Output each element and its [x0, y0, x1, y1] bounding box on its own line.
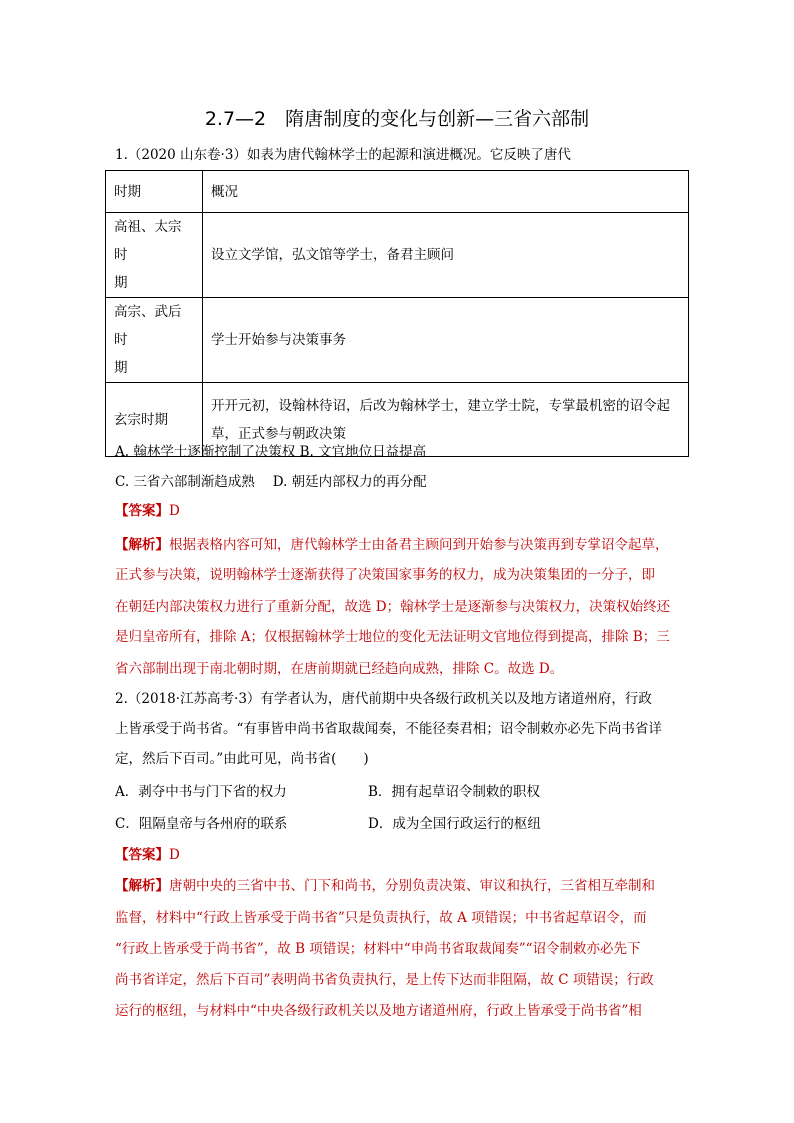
answer-value: D — [169, 503, 180, 519]
q1-analysis-line: 正式参与决策，说明翰林学士逐渐获得了决策国家事务的权力，成为决策集团的一分子，即 — [115, 567, 655, 583]
q2-analysis-line: 运行的枢纽，与材料中“中央各级行政机关以及地方诸道州府，行政上皆承受于尚书省”相 — [115, 1003, 642, 1019]
q1-analysis-line: 【解析】根据表格内容可知，唐代翰林学士由备君主顾问到开始参与决策再到专掌诏令起草， — [115, 537, 669, 553]
table-cell-desc: 开开元初，设翰林待诏，后改为翰林学士，建立学士院，专掌最机密的诏令起 草，正式参与朝政决策 — [203, 383, 689, 457]
table-header-desc: 概况 — [203, 171, 689, 213]
q2-analysis-line: “行政上皆承受于尚书省”，故 B 项错误；材料中“申尚书省取裁闻奏”“诏令制敕亦必先下 — [115, 941, 641, 957]
q2-stem-line: 上皆承受于尚书省。“有事皆申尚书省取裁闻奏，不能径奏君相；诏令制敕亦必先下尚书省详 — [115, 721, 662, 737]
page-title: 2.7—2 隋唐制度的变化与创新—三省六部制 — [204, 108, 590, 130]
analysis-tag: 【解析】 — [115, 537, 169, 553]
q1-options-cd: C. 三省六部制渐趋成熟 D. 朝廷内部权力的再分配 — [115, 474, 427, 490]
table-cell-period: 玄宗时期 — [106, 383, 203, 457]
q2-option-b: B．拥有起草诏令制敕的职权 — [368, 784, 540, 800]
table-cell-desc: 设立文学馆，弘文馆等学士，备君主顾问 — [203, 213, 689, 298]
q1-analysis-line: 省六部制出现于南北朝时期，在唐前期就已经趋向成熟，排除 C。故选 D。 — [115, 661, 564, 677]
table-row — [106, 213, 689, 298]
q2-answer — [115, 846, 180, 864]
q1-table — [105, 170, 689, 457]
q1-answer — [115, 502, 180, 520]
q1-stem: 1.（2020 山东卷·3）如表为唐代翰林学士的起源和演进概况。它反映了唐代 — [115, 147, 571, 163]
table-cell-period: 高宗、武后时 期 — [106, 298, 203, 383]
q1-analysis-line: 在朝廷内部决策权力进行了重新分配，故选 D；翰林学士是逐渐参与决策权力，决策权始终还 — [115, 599, 671, 615]
answer-tag: 【答案】 — [115, 503, 169, 519]
table-header-row — [106, 171, 689, 213]
q2-analysis-line: 【解析】唐朝中央的三省中书、门下和尚书，分别负责决策、审议和执行，三省相互牵制和 — [115, 878, 655, 894]
analysis-tag: 【解析】 — [115, 878, 169, 894]
table-header-period: 时期 — [106, 171, 203, 213]
answer-value: D — [169, 847, 180, 863]
table-row — [106, 298, 689, 383]
q2-option-d: D．成为全国行政运行的枢纽 — [368, 816, 541, 832]
q2-stem-line: 定，然后下百司。”由此可见，尚书省( ) — [115, 751, 369, 767]
q1-analysis-line: 是归皇帝所有，排除 A；仅根据翰林学士地位的变化无法证明文官地位得到提高，排除 B；三 — [115, 629, 670, 645]
q1-options-ab: A. 翰林学士逐渐控制了决策权 B. 文官地位日益提高 — [115, 444, 427, 460]
q2-stem-line: 2.（2018·江苏高考·3）有学者认为，唐代前期中央各级行政机关以及地方诸道州府，行政 — [115, 691, 652, 707]
q2-option-a: A．剥夺中书与门下省的权力 — [115, 784, 287, 800]
q2-analysis-line: 监督，材料中“行政上皆承受于尚书省”只是负责执行，故 A 项错误；中书省起草诏令，而 — [115, 910, 647, 926]
q2-analysis-line: 尚书省详定，然后下百司”表明尚书省负责执行，是上传下达而非阻隔，故 C 项错误；行政 — [115, 972, 654, 988]
q2-option-c: C．阻隔皇帝与各州府的联系 — [115, 816, 288, 832]
table-cell-desc: 学士开始参与决策事务 — [203, 298, 689, 383]
table-cell-period: 高祖、太宗时 期 — [106, 213, 203, 298]
answer-tag: 【答案】 — [115, 847, 169, 863]
